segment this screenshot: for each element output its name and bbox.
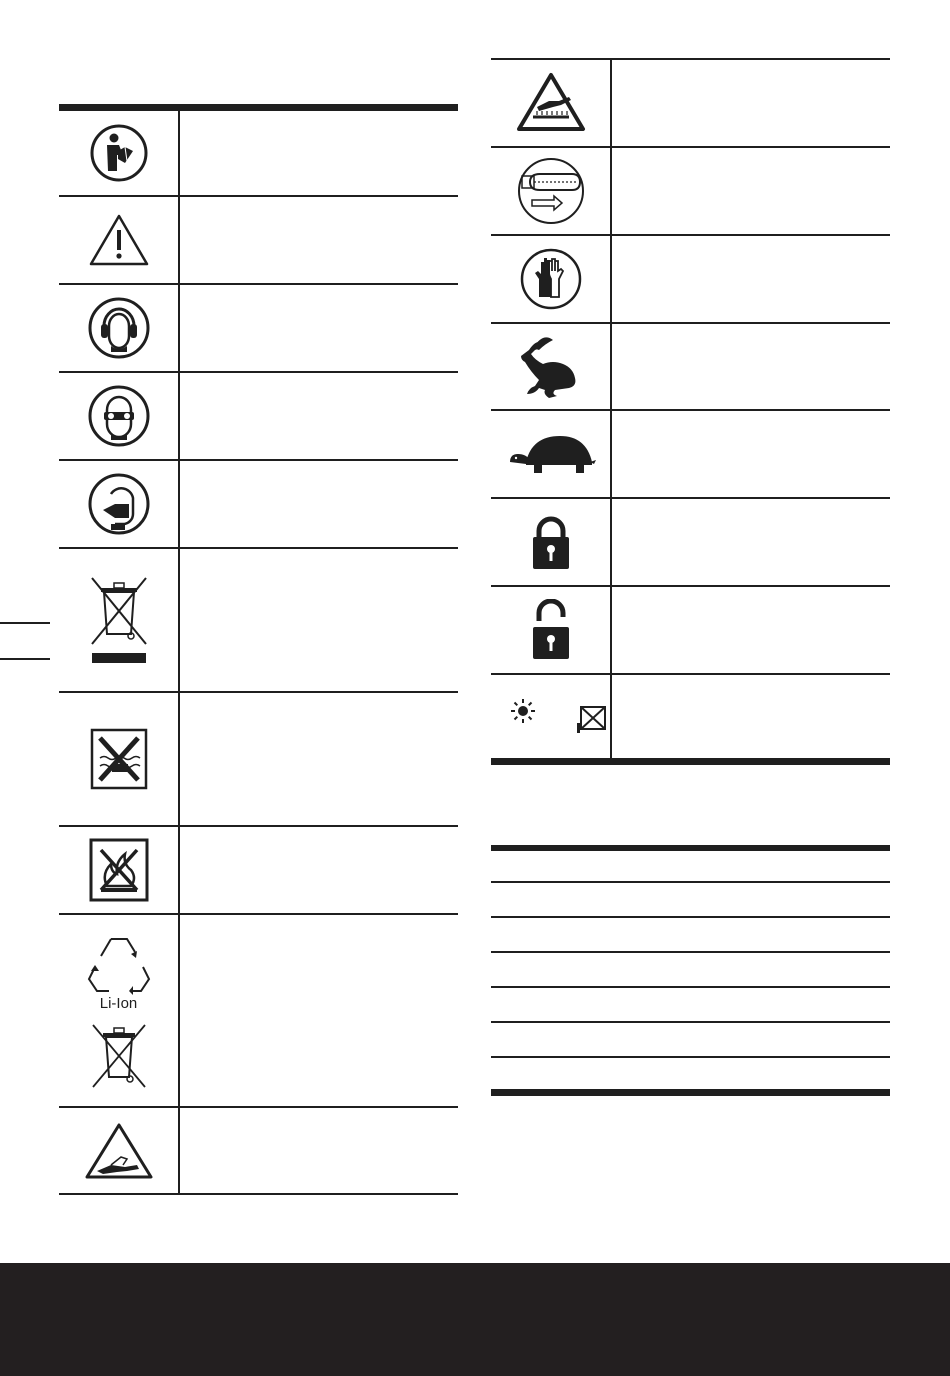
hot-surface-icon: [491, 60, 610, 146]
side-tab-mark-top: [0, 622, 50, 624]
spec-row-rule: [491, 951, 890, 953]
rabbit-fast-icon: [491, 324, 610, 409]
left-table-top-rule: [59, 104, 458, 111]
right-table-bottom-rule: [491, 758, 890, 765]
page-footer-band: [0, 1263, 950, 1376]
battery-empty-icon: [575, 703, 609, 733]
no-fire-icon: [59, 827, 178, 913]
lock-open-icon: [491, 587, 610, 673]
cutting-hazard-icon: [59, 1108, 178, 1193]
lock-closed-icon: [491, 499, 610, 585]
eye-protection-icon: [59, 373, 178, 459]
tortoise-slow-icon: [491, 411, 610, 497]
ear-protection-icon: [59, 285, 178, 371]
warning-triangle-icon: [59, 197, 178, 283]
spec-row-rule: [491, 916, 890, 918]
chain-direction-icon: [491, 148, 610, 234]
spec-row-rule: [491, 1056, 890, 1058]
spec-table-bottom-rule: [491, 1089, 890, 1096]
spec-row-rule: [491, 881, 890, 883]
wear-gloves-icon: [491, 236, 610, 322]
sun-light-icon: [509, 697, 537, 725]
read-manual-icon: [59, 111, 178, 195]
spec-table-top-rule: [491, 845, 890, 851]
dust-mask-icon: [59, 461, 178, 547]
li-ion-label: Li-Ion: [99, 995, 138, 1012]
battery-indicator-icon: [491, 675, 610, 758]
left-table-divider: [178, 111, 180, 1194]
spec-row-rule: [491, 1021, 890, 1023]
left-table-bottom-rule: [59, 1193, 458, 1195]
no-water-icon: [59, 693, 178, 825]
weee-bin-icon: [59, 549, 178, 691]
spec-row-rule: [491, 986, 890, 988]
side-tab-mark-bottom: [0, 658, 50, 660]
li-ion-recycle-icon: [59, 915, 178, 1106]
